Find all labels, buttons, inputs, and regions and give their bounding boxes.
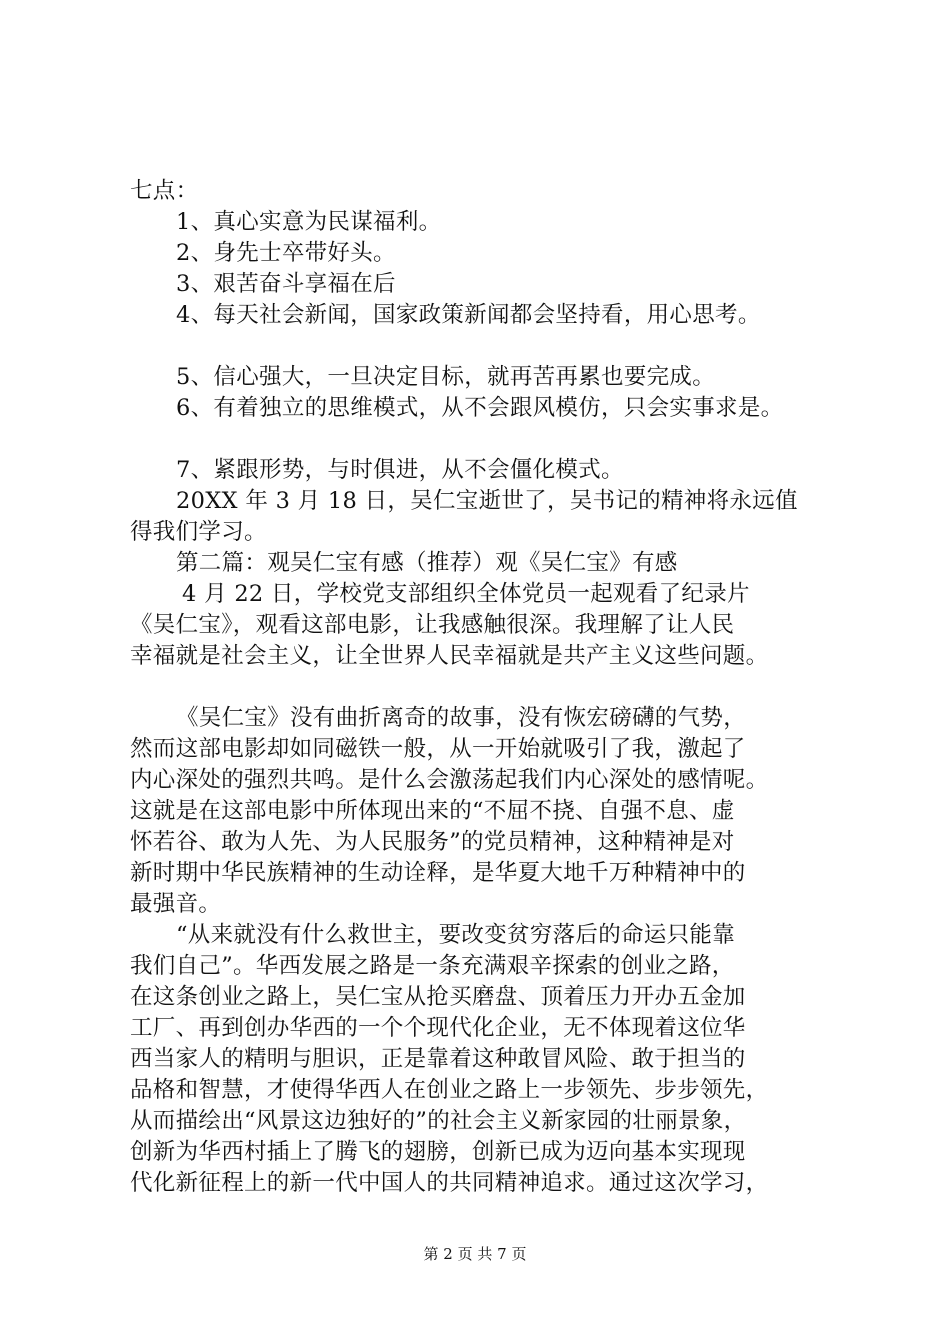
list-item: 5、信心强大，一旦决定目标，就再苦再累也要完成。	[176, 364, 716, 390]
text-line: 20XX 年 3 月 18 日，吴仁宝逝世了，吴书记的精神将永远值	[176, 488, 798, 514]
text-line: 代化新征程上的新一代中国人的共同精神追求。通过这次学习，	[130, 1170, 769, 1196]
text-line: 品格和智慧，才使得华西人在创业之路上一步领先、步步领先，	[130, 1077, 769, 1103]
text-line: 从而描绘出“风景这边独好的”的社会主义新家园的壮丽景象，	[130, 1108, 747, 1134]
blank-line	[130, 672, 850, 703]
list-item: 1、真心实意为民谋福利。	[176, 209, 442, 235]
text-line: 七点：	[130, 178, 199, 204]
list-item: 7、紧跟形势，与时俱进，从不会僵化模式。	[176, 457, 624, 483]
document-body	[130, 176, 850, 1199]
text-line: 最强音。	[130, 891, 222, 917]
text-line: 工厂、再到创办华西的一个个现代化企业，无不体现着这位华	[130, 1015, 746, 1041]
page-number-footer: 第 2 页 共 7 页	[423, 1245, 527, 1263]
text-line: 然而这部电影却如同磁铁一般，从一开始就吸引了我，激起了	[130, 736, 746, 762]
text-line: 得我们学习。	[130, 519, 267, 545]
text-line: 我们自己”。华西发展之路是一条充满艰辛探索的创业之路，	[130, 953, 735, 979]
list-item: 2、身先士卒带好头。	[176, 240, 396, 266]
text-line: 内心深处的强烈共鸣。是什么会激荡起我们内心深处的感情呢。	[130, 767, 769, 793]
text-line: 《吴仁宝》没有曲折离奇的故事，没有恢宏磅礴的气势，	[176, 705, 747, 731]
text-line: 4 月 22 日，学校党支部组织全体党员一起观看了纪录片	[182, 581, 750, 607]
text-line: 新时期中华民族精神的生动诠释，是华夏大地千万种精神中的	[130, 860, 746, 886]
list-item: 4、每天社会新闻，国家政策新闻都会坚持看，用心思考。	[176, 302, 761, 328]
text-line: 西当家人的精明与胆识，正是靠着这种敢冒风险、敢于担当的	[130, 1046, 746, 1072]
blank-line	[130, 331, 850, 362]
text-line: 《吴仁宝》，观看这部电影，让我感触很深。我理解了让人民	[130, 612, 735, 638]
list-item: 3、艰苦奋斗享福在后	[176, 271, 396, 297]
text-line: “从来就没有什么救世主，要改变贫穷落后的命运只能靠	[176, 922, 736, 948]
text-line: 在这条创业之路上，吴仁宝从抢买磨盘、顶着压力开办五金加	[130, 984, 746, 1010]
text-line: 创新为华西村插上了腾飞的翅膀，创新已成为迈向基本实现现	[130, 1139, 746, 1165]
section-heading: 第二篇：观吴仁宝有感（推荐）观《吴仁宝》有感	[176, 550, 678, 576]
text-line: 幸福就是社会主义，让全世界人民幸福就是共产主义这些问题。	[130, 643, 769, 669]
blank-line	[130, 424, 850, 455]
list-item: 6、有着独立的思维模式，从不会跟风模仿，只会实事求是。	[176, 395, 784, 421]
text-line: 怀若谷、敢为人先、为人民服务”的党员精神，这种精神是对	[130, 829, 735, 855]
text-line: 这就是在这部电影中所体现出来的“不屈不挠、自强不息、虚	[130, 798, 735, 824]
